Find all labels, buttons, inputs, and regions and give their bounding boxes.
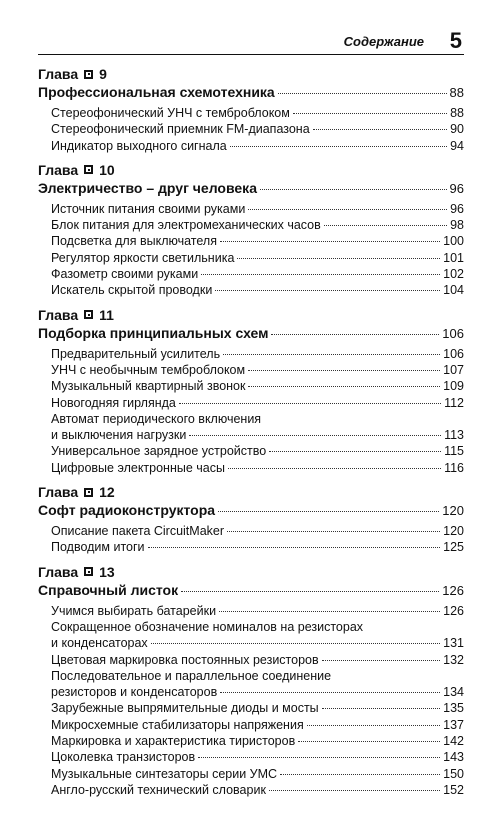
chapter-title-row[interactable] [38, 500, 464, 521]
toc-entry[interactable] [51, 250, 464, 266]
dot-leader [230, 146, 447, 147]
chapter-label [38, 307, 464, 323]
dot-leader [148, 547, 441, 548]
entry-last-line [51, 700, 464, 716]
entry-title: Микросхемные стабилизаторы напряжения [51, 717, 304, 732]
entry-list [51, 603, 464, 799]
entry-title: Маркировка и характеристика тиристоров [51, 734, 296, 749]
toc-entry[interactable] [51, 266, 464, 282]
entry-title: Цифровые электронные часы [51, 460, 225, 475]
toc-entry[interactable] [51, 766, 464, 782]
entry-last-line [51, 282, 464, 298]
toc-entry[interactable] [51, 460, 464, 476]
toc-entry[interactable] [51, 233, 464, 249]
entry-title: и выключения нагрузки [51, 428, 187, 443]
chapter-bullet-icon [84, 310, 93, 319]
page-number: 125 [443, 540, 464, 555]
toc-entry[interactable] [51, 217, 464, 233]
chapter-label [38, 484, 464, 500]
page-number: 134 [443, 685, 464, 700]
toc-entry[interactable] [51, 346, 464, 362]
entry-last-line [51, 523, 464, 539]
entry-title: Цветовая маркировка постоянных резисторов [51, 652, 319, 667]
entry-last-line [51, 266, 464, 282]
toc-entry[interactable] [51, 717, 464, 733]
page-number: 143 [443, 750, 464, 765]
toc-entry[interactable] [51, 523, 464, 539]
page-number: 132 [443, 652, 464, 667]
entry-last-line [51, 105, 464, 121]
dot-leader [313, 129, 447, 130]
page-number: 94 [450, 138, 464, 153]
page-number: 115 [444, 444, 464, 459]
entry-last-line [51, 717, 464, 733]
page-number: 104 [443, 283, 464, 298]
entry-last-line [51, 443, 464, 459]
toc-entry[interactable] [51, 105, 464, 121]
chapter-number: 13 [99, 563, 115, 580]
page-number: 100 [443, 234, 464, 249]
dot-leader [248, 209, 447, 210]
entry-last-line [51, 395, 464, 411]
toc-entry[interactable] [51, 395, 464, 411]
toc-entry[interactable] [51, 652, 464, 668]
dot-leader [223, 354, 440, 355]
page-number: 126 [442, 582, 464, 598]
entry-title: резисторов и конденсаторов [51, 685, 218, 700]
entry-last-line [51, 603, 464, 619]
dot-leader [322, 660, 441, 661]
entry-title: Индикатор выходного сигнала [51, 138, 227, 153]
dot-leader [218, 511, 439, 512]
entry-last-line [51, 362, 464, 378]
chapter-label [38, 162, 464, 178]
chapter-number: 9 [99, 66, 107, 82]
chapter-title: Софт радиоконструктора [38, 502, 216, 519]
dot-leader [181, 591, 439, 592]
chapter-label [38, 564, 464, 580]
entry-list [51, 201, 464, 299]
table-of-contents [38, 66, 464, 806]
entry-title: Блок питания для электромеханических часов [51, 218, 321, 233]
chapter-title-row[interactable] [38, 178, 464, 199]
entry-title: Искатель скрытой проводки [51, 283, 213, 298]
dot-leader [227, 531, 440, 532]
chapter-word: Глава [38, 161, 79, 178]
dot-leader [322, 708, 440, 709]
chapter-block [38, 564, 464, 799]
dot-leader [228, 468, 441, 469]
page-number: 126 [443, 603, 464, 618]
chapter-label [38, 66, 464, 82]
entry-last-line [51, 201, 464, 217]
toc-entry[interactable] [51, 121, 464, 137]
entry-last-line [51, 427, 464, 443]
entry-title: Фазометр своими руками [51, 267, 199, 282]
toc-entry[interactable] [51, 443, 464, 459]
entry-last-line [51, 539, 464, 555]
dot-leader [248, 386, 440, 387]
dot-leader [248, 370, 440, 371]
dot-leader [219, 611, 440, 612]
page-number: 106 [443, 346, 464, 361]
toc-entry[interactable] [51, 411, 464, 444]
entry-last-line [51, 233, 464, 249]
entry-title-line: Автомат периодического включения [51, 411, 262, 426]
entry-title: Подводим итоги [51, 540, 145, 555]
chapter-word: Глава [38, 484, 79, 501]
page-number: 142 [443, 734, 464, 749]
dot-leader [260, 189, 447, 190]
page-number: 106 [442, 325, 464, 341]
entry-title: Стереофонический приемник FM-диапазона [51, 122, 310, 137]
entry-title: Новогодняя гирлянда [51, 395, 176, 410]
header-title: Содержание [343, 34, 424, 49]
dot-leader [179, 403, 441, 404]
page-number: 150 [443, 766, 464, 781]
page-number: 135 [443, 701, 464, 716]
chapter-bullet-icon [84, 165, 93, 174]
page-number: 88 [449, 85, 464, 100]
entry-last-line [51, 217, 464, 233]
entry-title: Источник питания своими руками [51, 201, 246, 216]
entry-title: Учимся выбирать батарейки [51, 603, 217, 618]
dot-leader [271, 334, 439, 335]
dot-leader [293, 113, 447, 114]
chapter-block [38, 66, 464, 154]
page-number: 116 [444, 460, 464, 475]
page-number: 120 [442, 503, 464, 519]
page-number: 120 [443, 524, 464, 539]
entry-last-line [51, 766, 464, 782]
toc-entry[interactable] [51, 700, 464, 716]
page-number: 152 [443, 782, 464, 797]
page-number: 102 [443, 267, 464, 282]
chapter-word: Глава [38, 306, 79, 323]
entry-last-line [51, 684, 464, 700]
header-page-number: 5 [449, 28, 462, 53]
entry-last-line [51, 652, 464, 668]
page-number: 96 [450, 201, 464, 216]
page-number: 131 [443, 636, 464, 651]
dot-leader [198, 757, 440, 758]
entry-title: Музыкальные синтезаторы серии УМС [51, 766, 278, 781]
page-number: 137 [443, 717, 464, 732]
entry-title: Музыкальный квартирный звонок [51, 379, 246, 394]
entry-list [51, 105, 464, 154]
chapter-number: 10 [99, 161, 115, 178]
entry-title-line: Последовательное и параллельное соединение [51, 668, 332, 683]
entry-list [51, 523, 464, 556]
chapter-title: Профессиональная схемотехника [38, 84, 275, 100]
entry-title: Предварительный усилитель [51, 346, 221, 361]
page-number: 90 [450, 122, 464, 137]
entry-title: Регулятор яркости светильника [51, 250, 235, 265]
chapter-block [38, 307, 464, 476]
entry-list [51, 346, 464, 476]
dot-leader [220, 692, 440, 693]
dot-leader [220, 241, 440, 242]
entry-title: Стереофонический УНЧ с темброблоком [51, 106, 290, 120]
dot-leader [324, 225, 447, 226]
toc-entry[interactable] [51, 782, 464, 798]
entry-title: Универсальное зарядное устройство [51, 444, 267, 459]
entry-last-line [51, 138, 464, 154]
toc-entry[interactable] [51, 603, 464, 619]
entry-last-line [51, 782, 464, 798]
toc-entry[interactable] [51, 733, 464, 749]
entry-title: Англо-русский технический словарик [51, 782, 266, 797]
dot-leader [189, 435, 441, 436]
page-number: 101 [443, 250, 464, 265]
page-number: 107 [443, 362, 464, 377]
entry-title: Подсветка для выключателя [51, 234, 217, 249]
dot-leader [269, 451, 441, 452]
chapter-number: 11 [99, 306, 114, 323]
entry-last-line [51, 378, 464, 394]
chapter-bullet-icon [84, 567, 93, 576]
dot-leader [215, 290, 440, 291]
page-number: 112 [444, 395, 464, 410]
page-number: 88 [450, 106, 464, 120]
chapter-number: 12 [99, 484, 115, 501]
toc-entry[interactable] [51, 668, 464, 701]
chapter-bullet-icon [84, 488, 93, 497]
toc-entry[interactable] [51, 201, 464, 217]
chapter-title-row[interactable] [38, 82, 464, 103]
toc-entry[interactable] [51, 362, 464, 378]
dot-leader [278, 93, 447, 94]
dot-leader [201, 274, 440, 275]
entry-last-line [51, 733, 464, 749]
toc-entry[interactable] [51, 282, 464, 298]
entry-last-line [51, 250, 464, 266]
entry-title: Описание пакета CircuitMaker [51, 524, 225, 539]
chapter-title-row[interactable] [38, 323, 464, 344]
toc-entry[interactable] [51, 539, 464, 555]
chapter-bullet-icon [84, 70, 93, 79]
entry-last-line [51, 121, 464, 137]
toc-entry[interactable] [51, 749, 464, 765]
entry-last-line [51, 635, 464, 651]
chapter-block [38, 162, 464, 299]
chapter-word: Глава [38, 66, 79, 82]
entry-last-line [51, 749, 464, 765]
entry-title: Зарубежные выпрямительные диоды и мосты [51, 701, 319, 716]
chapter-title: Подборка принципиальных схем [38, 324, 269, 341]
dot-leader [237, 258, 440, 259]
entry-title: УНЧ с необычным темброблоком [51, 362, 246, 377]
entry-title: Цоколевка транзисторов [51, 750, 196, 765]
page-number: 113 [444, 428, 464, 443]
dot-leader [298, 741, 440, 742]
dot-leader [280, 774, 440, 775]
toc-entry[interactable] [51, 138, 464, 154]
page-number: 98 [450, 218, 464, 233]
page-number: 109 [443, 379, 464, 394]
entry-last-line [51, 346, 464, 362]
chapter-block [38, 484, 464, 556]
chapter-title: Электричество – друг человека [38, 179, 257, 196]
entry-title-line: Сокращенное обозначение номиналов на резисторах [51, 619, 364, 634]
entry-last-line [51, 460, 464, 476]
chapter-word: Глава [38, 563, 79, 580]
dot-leader [151, 643, 440, 644]
entry-title: и конденсаторах [51, 636, 148, 651]
chapter-title-row[interactable] [38, 580, 464, 601]
dot-leader [307, 725, 440, 726]
toc-entry[interactable] [51, 378, 464, 394]
chapter-title: Справочный листок [38, 581, 179, 598]
page-number: 96 [449, 180, 464, 196]
running-header [38, 30, 464, 55]
toc-entry[interactable] [51, 619, 464, 652]
dot-leader [269, 790, 440, 791]
